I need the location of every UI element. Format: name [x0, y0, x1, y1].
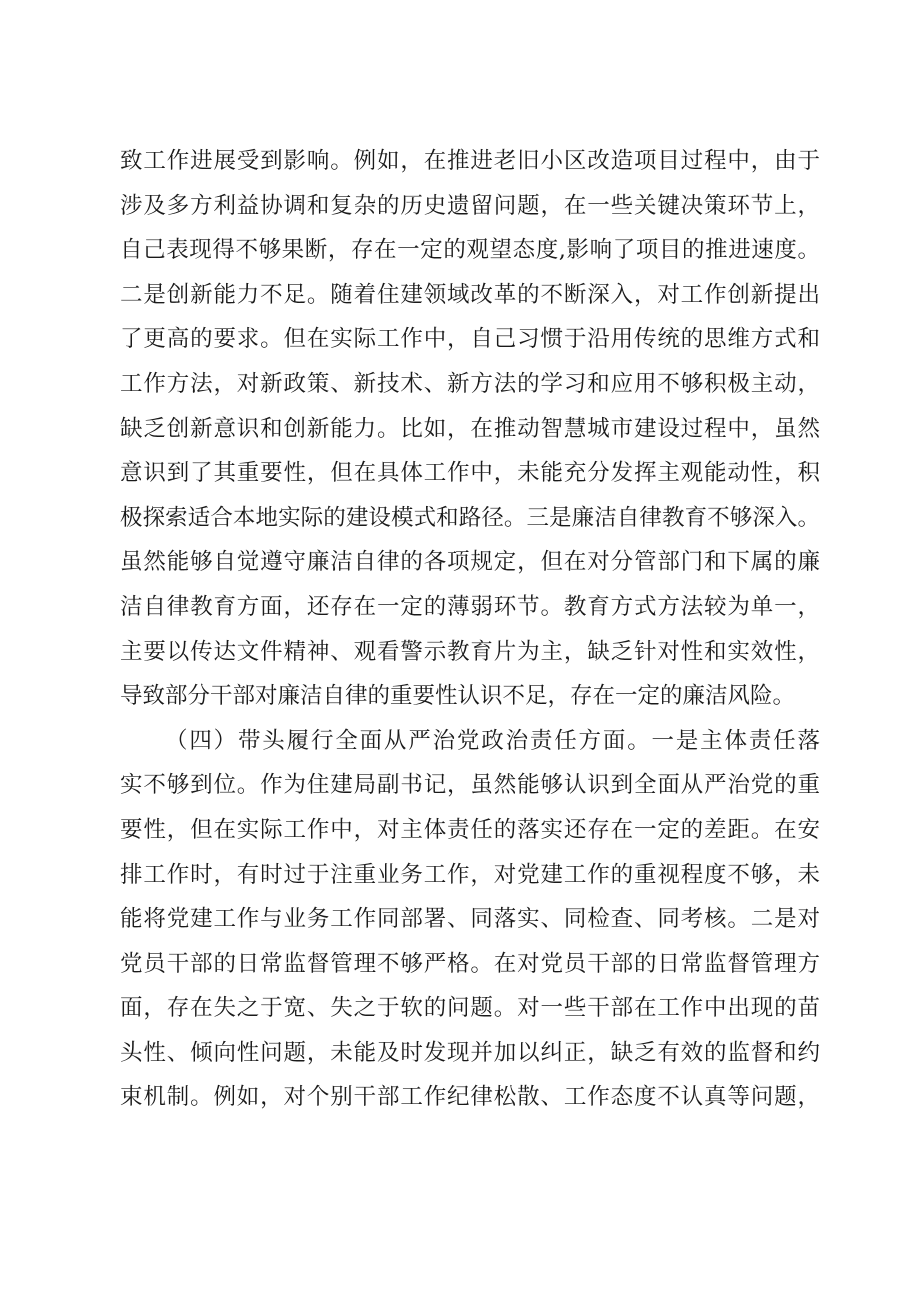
text-line: 面，存在失之于宽、失之于软的问题。对一些干部在工作中出现的苗: [120, 995, 820, 1022]
text-line: 导致部分干部对廉洁自律的重要性认识不足，存在一定的廉洁风险。: [120, 683, 796, 710]
text-line: 排工作时，有时过于注重业务工作，对党建工作的重视程度不够，未: [120, 861, 820, 888]
text-line: 了更高的要求。但在实际工作中，自己习惯于沿用传统的思维方式和: [120, 326, 820, 353]
text-line: 束机制。例如，对个别干部工作纪律松散、工作态度不认真等问题，: [120, 1084, 820, 1111]
text-line: 虽然能够自觉遵守廉洁自律的各项规定，但在对分管部门和下属的廉: [120, 549, 820, 576]
text-line: 缺乏创新意识和创新能力。比如，在推动智慧城市建设过程中，虽然: [120, 415, 820, 442]
section-heading-line: （四）带头履行全面从严治党政治责任方面。一是主体责任落: [165, 727, 820, 754]
text-line: 实不够到位。作为住建局副书记，虽然能够认识到全面从严治党的重: [120, 772, 820, 799]
text-line: 头性、倾向性问题，未能及时发现并加以纠正，缺乏有效的监督和约: [120, 1039, 820, 1066]
text-line: 二是创新能力不足。随着住建领域改革的不断深入，对工作创新提出: [120, 281, 820, 308]
text-line: 涉及多方利益协调和复杂的历史遗留问题，在一些关键决策环节上，: [120, 192, 820, 219]
text-line: 能将党建工作与业务工作同部署、同落实、同检查、同考核。二是对: [120, 906, 820, 933]
text-line: 洁自律教育方面，还存在一定的薄弱环节。教育方式方法较为单一，: [120, 593, 820, 620]
text-line: 致工作进展受到影响。例如，在推进老旧小区改造项目过程中，由于: [120, 148, 820, 174]
text-line: 主要以传达文件精神、观看警示教育片为主，缺乏针对性和实效性，: [120, 638, 820, 665]
text-line: 自己表现得不够果断，存在一定的观望态度,影响了项目的推进速度。: [120, 237, 820, 264]
paragraph-2: [120, 719, 820, 1120]
paragraph-1: [120, 139, 820, 719]
text-line: 工作方法，对新政策、新技术、新方法的学习和应用不够积极主动，: [120, 370, 820, 397]
text-line: 意识到了其重要性，但在具体工作中，未能充分发挥主观能动性，积: [120, 460, 820, 487]
text-line: 极探索适合本地实际的建设模式和路径。三是廉洁自律教育不够深入。: [120, 504, 820, 531]
text-line: 党员干部的日常监督管理不够严格。在对党员干部的日常监督管理方: [120, 950, 820, 977]
text-line: 要性，但在实际工作中，对主体责任的落实还存在一定的差距。在安: [120, 816, 820, 843]
body-text: [120, 139, 820, 1120]
